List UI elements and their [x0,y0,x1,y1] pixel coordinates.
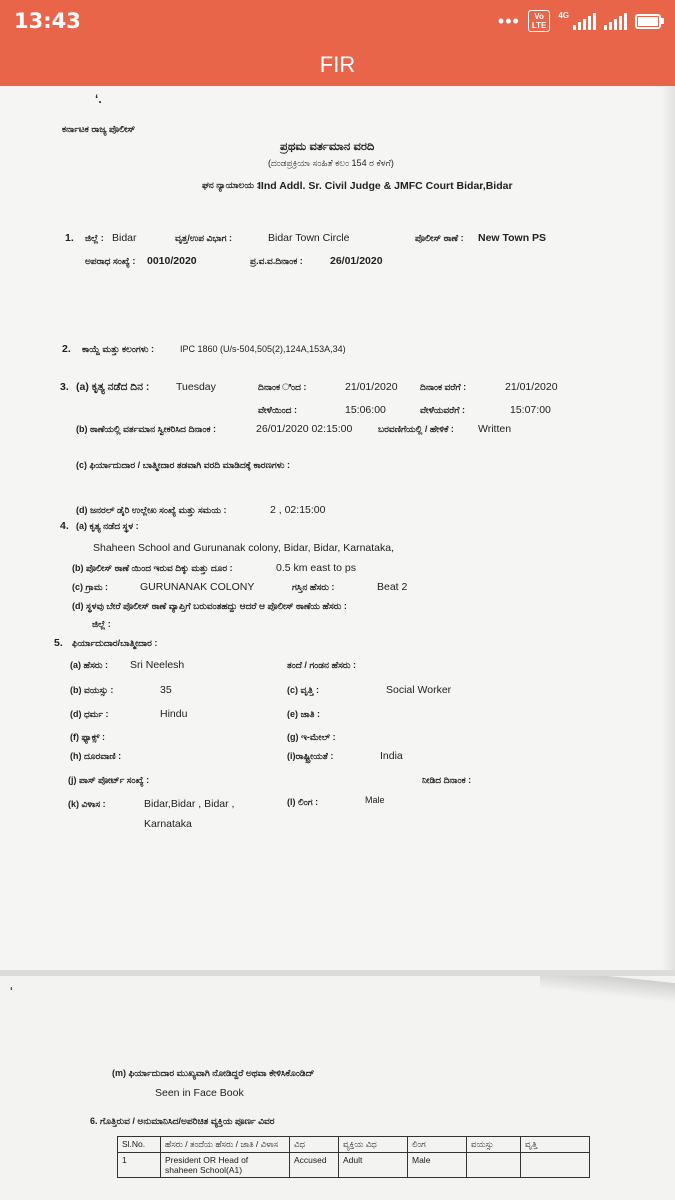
more-dots-icon: ••• [497,11,520,31]
other-district-label: ಜಿಲ್ಲೆ : [92,619,111,629]
battery-icon [635,14,661,29]
place-value: Shaheen School and Gurunanak colony, Bidar, Bidar, Karnataka, [93,542,395,554]
gd-reference-label: (d) ಜನರಲ್ ಡೈರಿ ಉಲ್ಲೇಖ ಸಂಖ್ಯೆ ಮತ್ತು ಸಮಯ : [76,505,227,515]
nationality-label: (i)ರಾಷ್ಟ್ರೀಯತೆ : [287,751,334,761]
acts-value: IPC 1860 (U/s-504,505(2),124A,153A,34) [180,344,346,354]
email-label: (g) ಇ-ಮೇಲ್ : [287,732,336,742]
table-header: Sl.No. [118,1137,161,1153]
name-value: Sri Neelesh [130,659,185,671]
address-value-line2: Karnataka [144,818,192,830]
scan-mark: ‘ [10,986,13,997]
section-1-number: 1. [65,232,74,244]
row-name: President OR Head of shaheen School(A1) [161,1153,290,1178]
father-name-label: ತಂದೆ / ಗಂಡನ ಹೆಸರು : [287,660,357,670]
direction-value: 0.5 km east to ps [276,562,356,574]
scan-mark: ‘. [95,92,102,106]
received-date-value: 26/01/2020 02:15:00 [256,423,353,435]
acts-label: ಕಾಯ್ದೆ ಮತ್ತು ಕಲಂಗಳು : [82,344,154,354]
gender-value: Male [365,795,385,805]
table-header: ಲಿಂಗ [408,1137,467,1153]
phone-label: (h) ದೂರವಾಣಿ : [70,751,122,761]
time-to-label: ವೇಳೆಯವರೆಗೆ : [420,405,465,415]
table-header: ವೃತ್ತಿ [521,1137,590,1153]
row-age [467,1153,521,1178]
section-6-label: 6. ಗೊತ್ತಿರುವ / ಅನುಮಾನಿಸಿದ/ಅಪರಿಚಿತ ವ್ಯಕ್ತಿಯ ಪೂರ್ಣ ವಿವರ [90,1116,275,1126]
table-header: ವ್ಯಕ್ತಿಯ ವಿಧ [339,1137,408,1153]
observation-value: Seen in Face Book [155,1087,244,1099]
crime-no-label: ಅಪರಾಧ ಸಂಖ್ಯೆ : [85,256,136,266]
form-subtitle: (ದಂಡಪ್ರಕ್ರಿಯಾ ಸಂಹಿತೆ ಕಲಂ 154 ರ ಕೆಳಗೆ) [268,158,394,168]
district-value: Bidar [112,232,137,244]
date-to-value: 21/01/2020 [505,381,558,393]
network-type-label: 4G [558,10,569,20]
section-3-number: 3. [60,381,69,393]
village-value: GURUNANAK COLONY [140,581,255,593]
time-from-value: 15:06:00 [345,404,386,416]
form-title: ಪ್ರಥಮ ವರ್ತಮಾನ ವರದಿ [280,141,375,153]
crime-no-value: 0010/2020 [147,255,197,267]
app-title: FIR [319,52,356,77]
occupation-label: (c) ವೃತ್ತಿ : [287,685,319,695]
section-2-number: 2. [62,343,71,355]
fir-page-2[interactable] [0,976,675,1200]
date-from-label: ದಿನಾಂಕ ಿಂದ : [258,382,307,392]
time-from-label: ವೇಳೆಯಿಂದ : [258,405,297,415]
station-label: ಪೊಲೀಸ್ ಠಾಣೆ : [415,233,464,243]
table-header: ವಿಧ [290,1137,339,1153]
volte-icon: Vo LTE [528,10,551,32]
observation-label: (m) ಫಿರ್ಯಾದುದಾರ ಮುಖ್ಯವಾಗಿ ನೋಡಿದ್ದರೆ ಅಥವಾ ಕೇಳಿಸಿಕೊಂಡಿದ್ [112,1068,315,1078]
date-from-value: 21/01/2020 [345,381,398,393]
page-fold-shadow [540,976,675,1003]
complainant-label: ಫಿರ್ಯಾದುದಾರ/ಬಾತ್ಮೀದಾರ : [72,638,158,648]
religion-label: (d) ಧರ್ಮ : [70,709,109,719]
fir-date-value: 26/01/2020 [330,255,383,267]
delay-reason-label: (c) ಫಿರ್ಯಾದುದಾರ / ಬಾತ್ಮೀದಾರ ತಡವಾಗಿ ವರದಿ ಮಾಡಿದಕ್ಕೆ ಕಾರಣಗಳು : [76,460,291,470]
row-person-type: Adult [339,1153,408,1178]
religion-value: Hindu [160,708,188,720]
nationality-value: India [380,750,403,762]
occurrence-day-label: (a) ಕೃತ್ಯ ನಡೆದ ದಿನ : [76,381,150,393]
date-to-label: ದಿನಾಂಕ ವರೆಗೆ : [420,382,467,392]
address-label: (k) ವಿಳಾಸ : [68,799,106,809]
passport-label: (j) ಪಾಸ್ ಪೋರ್ಟ್ ಸಂಖ್ಯೆ : [68,775,150,785]
received-date-label: (b) ಠಾಣೆಯಲ್ಲಿ ವರ್ತಮಾನ ಸ್ವೀಕರಿಸಿದ ದಿನಾಂಕ : [76,424,216,434]
signal-2-icon [604,12,627,30]
passport-issue-label: ನೀಡಿದ ದಿನಾಂಕ : [422,775,472,785]
row-gender: Male [408,1153,467,1178]
row-type: Accused [290,1153,339,1178]
table-row [118,1153,590,1178]
gender-label: (l) ಲಿಂಗ : [287,797,319,807]
court-label: ಘನ ನ್ಯಾಯಾಲಯ : [202,180,260,190]
accused-table [117,1136,590,1178]
beat-label: ಗಸ್ತಿನ ಹೆಸರು : [292,582,335,592]
information-mode-value: Written [478,423,512,435]
time-to-value: 15:07:00 [510,404,551,416]
section-4-number: 4. [60,520,69,532]
table-header: ಹೆಸರು / ತಂದೆಯ ಹೆಸರು / ಜಾತಿ / ವಿಳಾಸ [161,1137,290,1153]
district-label: ಜಿಲ್ಲೆ : [85,233,104,243]
court-value: IInd Addl. Sr. Civil Judge & JMFC Court Bidar,Bidar [258,180,513,192]
information-mode-label: ಬರವಣಿಗೆಯಲ್ಲಿ / ಹೇಳಿಕೆ : [378,424,454,434]
fir-page-1[interactable] [0,86,675,970]
station-value: New Town PS [478,232,547,244]
table-header-row [118,1137,590,1153]
place-label: (a) ಕೃತ್ಯ ನಡೆದ ಸ್ಥಳ : [76,521,139,531]
status-time: 13:43 [14,9,81,33]
occupation-value: Social Worker [386,684,452,696]
status-bar [0,0,675,44]
other-station-label: (d) ಸ್ಥಳವು ಬೇರೆ ಪೊಲೀಸ್ ಠಾಣೆ ವ್ಯಾಪ್ತಿಗೆ ಬರುವಂತಹದ್ದು ಆದರೆ ಆ ಪೊಲೀಸ್ ಠಾಣೆಯ ಹೆಸರು : [72,601,347,611]
village-label: (c) ಗ್ರಾಮ : [72,582,108,592]
fax-label: (f) ಫ್ಯಾಕ್ಸ್ : [70,732,106,742]
table-header: ವಯಸ್ಸು [467,1137,521,1153]
signal-icon [573,12,596,30]
circle-label: ವೃತ್ತ/ಉಪ ವಿಭಾಗ : [175,233,232,243]
beat-value: Beat 2 [377,581,408,593]
name-label: (a) ಹೆಸರು : [70,660,108,670]
gd-reference-value: 2 , 02:15:00 [270,504,326,516]
age-value: 35 [160,684,172,696]
section-5-number: 5. [54,637,63,649]
status-icons [498,10,661,32]
address-value-line1: Bidar,Bidar , Bidar , [144,798,235,810]
row-occupation [521,1153,590,1178]
fir-date-label: ಪ್ರ.ವ.ವ.ದಿನಾಂಕ : [250,256,303,266]
age-label: (b) ವಯಸ್ಸು : [70,685,114,695]
direction-label: (b) ಪೊಲೀಸ್ ಠಾಣೆ ಯಿಂದ ಇರುವ ದಿಕ್ಕು ಮತ್ತು ದೂರ : [72,563,233,573]
app-bar [0,44,675,86]
circle-value: Bidar Town Circle [268,232,350,244]
dept-name: ಕರ್ನಾಟಕ ರಾಜ್ಯ ಪೊಲೀಸ್ [62,124,136,134]
row-sl-no: 1 [118,1153,161,1178]
caste-label: (e) ಜಾತಿ : [287,709,320,719]
occurrence-day-value: Tuesday [176,381,216,393]
page-edge-shadow [661,86,675,970]
